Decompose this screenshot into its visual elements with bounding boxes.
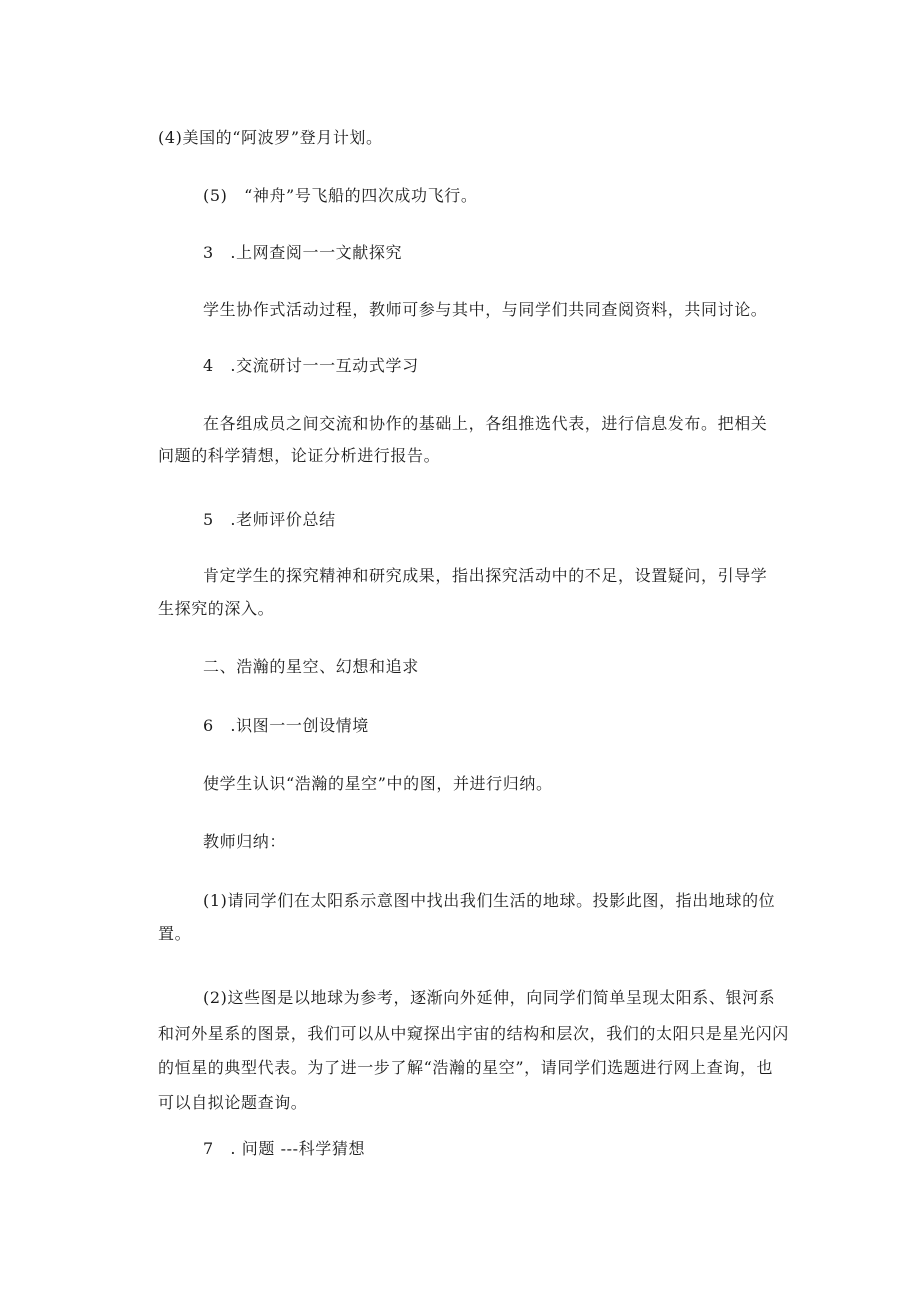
list-item-2-line-2: 和河外星系的图景，我们可以从中窥探出宇宙的结构和层次，我们的太阳只是星光闪闪	[158, 1024, 789, 1043]
section-heading-part-2: 二、浩瀚的星空、幻想和追求	[203, 657, 419, 676]
list-item-1-line-2: 置。	[158, 924, 192, 943]
section-heading-6: 6 .识图一一创设情境	[203, 716, 369, 735]
list-item-2-line-4: 可以自拟论题查询。	[158, 1093, 308, 1112]
section-heading-5: 5 .老师评价总结	[203, 510, 336, 529]
list-item-2-line-3: 的恒星的典型代表。为了进一步了解“浩瀚的星空”，请同学们选题进行网上查询，也	[158, 1058, 774, 1077]
section-heading-4: 4 .交流研讨一一互动式学习	[203, 356, 419, 375]
list-item-5: (5) “神舟”号飞船的四次成功飞行。	[203, 186, 478, 205]
list-item-1-line-1: (1)请同学们在太阳系示意图中找出我们生活的地球。投影此图，指出地球的位	[203, 891, 776, 910]
paragraph-evaluation-line-2: 生探究的深入。	[158, 599, 275, 618]
list-item-2-line-1: (2)这些图是以地球为参考，逐渐向外延伸，向同学们简单呈现太阳系、银河系	[203, 988, 776, 1007]
section-heading-7: 7 . 问题 ---科学猜想	[203, 1139, 366, 1158]
paragraph-teacher-summary: 教师归纳：	[203, 832, 287, 851]
paragraph-exchange-line-2: 问题的科学猜想，论证分析进行报告。	[158, 446, 441, 465]
paragraph-collaboration: 学生协作式活动过程，教师可参与其中，与同学们共同查阅资料，共同讨论。	[203, 300, 768, 319]
paragraph-recognize: 使学生认识“浩瀚的星空”中的图，并进行归纳。	[203, 774, 553, 793]
list-item-4: (4)美国的“阿波罗”登月计划。	[158, 128, 383, 147]
paragraph-exchange-line-1: 在各组成员之间交流和协作的基础上，各组推选代表，进行信息发布。把相关	[203, 414, 768, 433]
section-heading-3: 3 .上网查阅一一文献探究	[203, 243, 403, 262]
paragraph-evaluation-line-1: 肯定学生的探究精神和研究成果，指出探究活动中的不足，设置疑问，引导学	[203, 566, 768, 585]
